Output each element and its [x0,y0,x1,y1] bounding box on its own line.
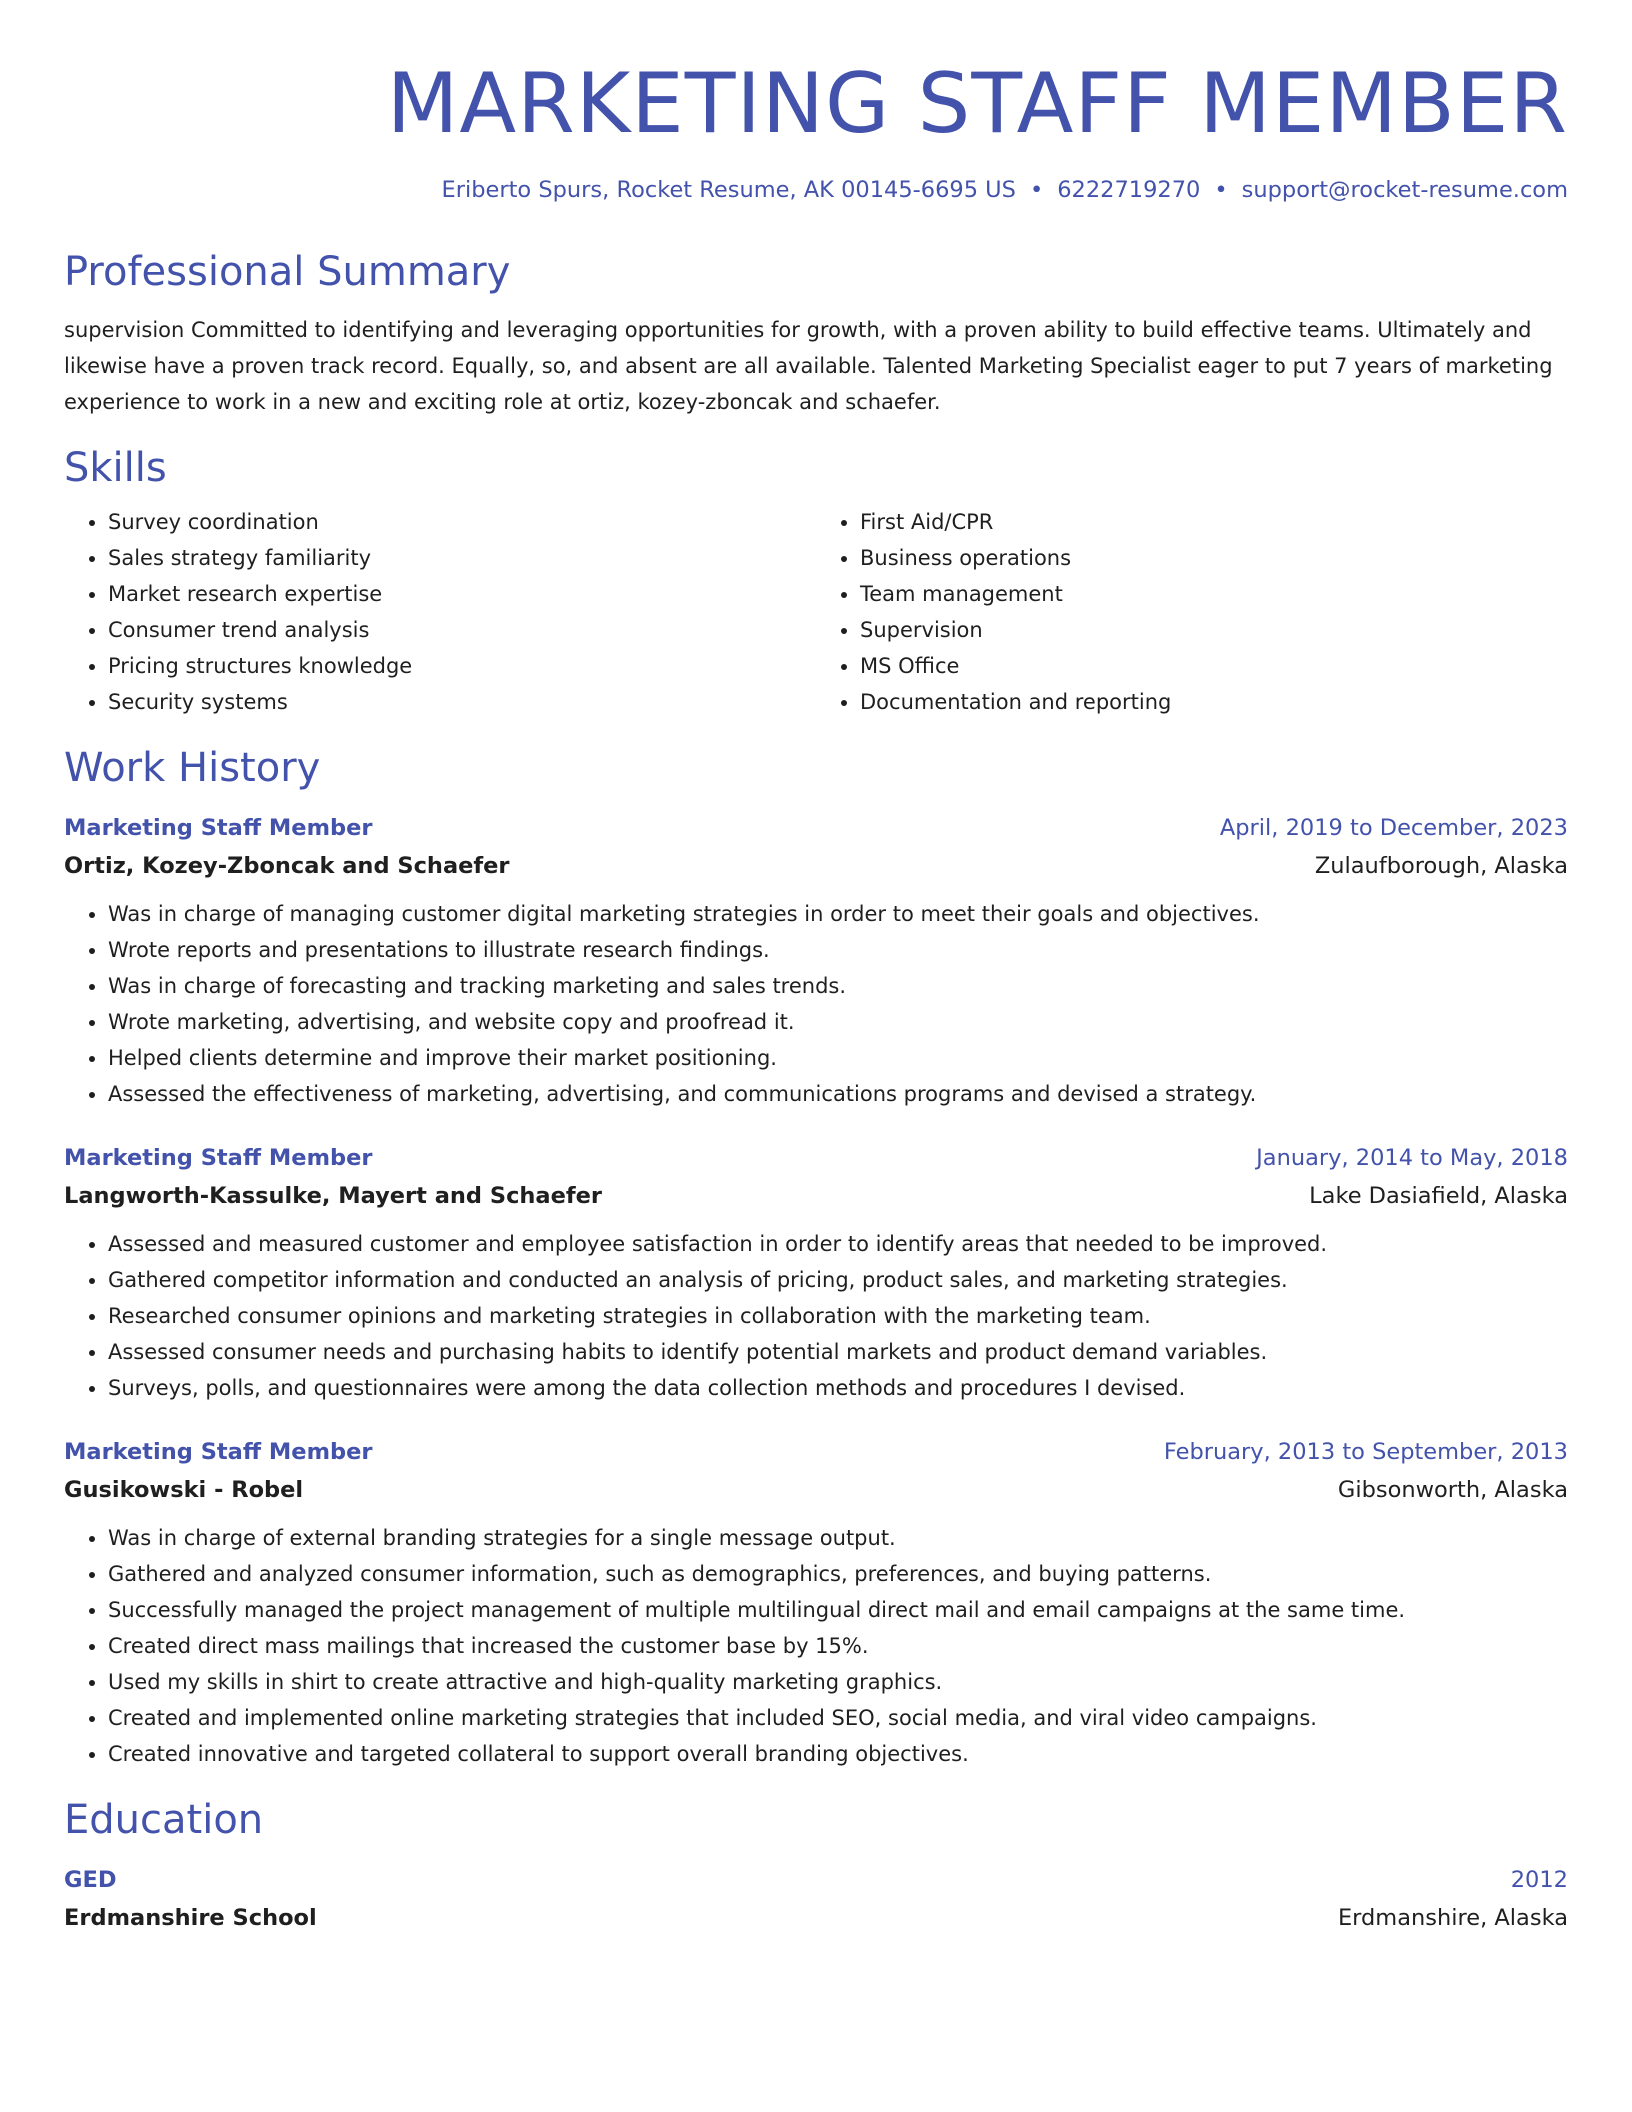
page-title: MARKETING STAFF MEMBER [386,55,1568,152]
job-bullet: • Was in charge of forecasting and tracking marketing and sales trends. [108,968,1568,1004]
job-bullet: • Was in charge of managing customer digital marketing strategies in order to meet their goals and objectives. [108,896,1568,932]
contact-separator: • [1214,177,1228,203]
job-dates: January, 2014 to May, 2018 [1256,1145,1568,1171]
job-bullets [64,1520,1568,1772]
contact-address: Eriberto Spurs, Rocket Resume, AK 00145-6695 US [441,177,1016,203]
job-bullet: • Was in charge of external branding strategies for a single message output. [108,1520,1568,1556]
skill-item: • Sales strategy familiarity [108,540,816,576]
job-bullet: • Used my skills in shirt to create attractive and high-quality marketing graphics. [108,1664,1568,1700]
education-heading: Education [64,1797,264,1843]
job-company: Langworth-Kassulke, Mayert and Schaefer [64,1183,603,1209]
skill-item: • Survey coordination [108,504,816,540]
skills-heading: Skills [64,445,167,491]
skill-item: • Market research expertise [108,576,816,612]
job-entry [64,1434,1568,1772]
job-bullets [64,896,1568,1112]
job-bullet: • Helped clients determine and improve their market positioning. [108,1040,1568,1076]
job-bullet: • Assessed and measured customer and employee satisfaction in order to identify areas that needed to be improved. [108,1226,1568,1262]
job-company: Gusikowski - Robel [64,1477,304,1503]
job-bullet: • Created and implemented online marketing strategies that included SEO, social media, and viral video campaigns. [108,1700,1568,1736]
job-dates: February, 2013 to September, 2013 [1163,1439,1568,1465]
work-history-heading: Work History [64,745,321,791]
skill-item: • Supervision [860,612,1568,648]
education-entry [64,1862,1568,1938]
job-bullet: • Wrote reports and presentations to illustrate research findings. [108,932,1568,968]
job-dates: April, 2019 to December, 2023 [1219,815,1568,841]
skill-item: • Security systems [108,684,816,720]
job-location: Lake Dasiafield, Alaska [1309,1183,1568,1209]
education-location: Erdmanshire, Alaska [1337,1905,1568,1931]
skills-list-right [816,504,1568,720]
job-bullet: • Gathered competitor information and conducted an analysis of pricing, product sales, and marketing strategies. [108,1262,1568,1298]
summary-heading: Professional Summary [64,249,511,295]
skill-item: • First Aid/CPR [860,504,1568,540]
resume-header [64,56,1568,206]
job-bullet: • Assessed consumer needs and purchasing habits to identify potential markets and product demand variables. [108,1334,1568,1370]
job-bullet: • Surveys, polls, and questionnaires were among the data collection methods and procedures I devised. [108,1370,1568,1406]
job-location: Zulaufborough, Alaska [1314,853,1568,879]
job-bullet: • Researched consumer opinions and marketing strategies in collaboration with the marketing team. [108,1298,1568,1334]
contact-email: support@rocket-resume.com [1241,177,1568,203]
job-bullet: • Assessed the effectiveness of marketing, advertising, and communications programs and devised a strategy. [108,1076,1568,1112]
job-entry [64,1140,1568,1406]
job-bullet: • Gathered and analyzed consumer information, such as demographics, preferences, and buying patterns. [108,1556,1568,1592]
job-bullet: • Successfully managed the project management of multiple multilingual direct mail and email campaigns at the same time. [108,1592,1568,1628]
skill-item: • MS Office [860,648,1568,684]
contact-phone: 6222719270 [1057,177,1201,203]
contact-separator: • [1029,177,1044,203]
contact-line [64,174,1568,206]
job-role: Marketing Staff Member [64,1145,373,1171]
job-bullet: • Created direct mass mailings that increased the customer base by 15%. [108,1628,1568,1664]
skill-item: • Pricing structures knowledge [108,648,816,684]
skills-grid [64,504,1568,720]
job-bullet: • Created innovative and targeted collateral to support overall branding objectives. [108,1736,1568,1772]
job-role: Marketing Staff Member [64,1439,373,1465]
education-year: 2012 [1510,1867,1568,1893]
skill-item: • Business operations [860,540,1568,576]
education-school: Erdmanshire School [64,1905,317,1931]
job-bullet: • Wrote marketing, advertising, and website copy and proofread it. [108,1004,1568,1040]
skill-item: • Documentation and reporting [860,684,1568,720]
skill-item: • Team management [860,576,1568,612]
job-role: Marketing Staff Member [64,815,373,841]
job-bullets [64,1226,1568,1406]
job-location: Gibsonworth, Alaska [1337,1477,1568,1503]
job-company: Ortiz, Kozey-Zboncak and Schaefer [64,853,510,879]
education-degree: GED [64,1867,117,1893]
job-entry [64,810,1568,1112]
skill-item: • Consumer trend analysis [108,612,816,648]
skills-list-left [64,504,816,720]
summary-text: supervision Committed to identifying and leveraging opportunities for growth, with a proven ability to build effective teams. Ultimately and likewise have a proven track record. Equally, so, and absent are all available. Talented Marketing Specialist eager to put 7 years of marketing experience to work in a new and exciting role at ortiz, kozey-zboncak and schaefer. [64,318,1553,414]
